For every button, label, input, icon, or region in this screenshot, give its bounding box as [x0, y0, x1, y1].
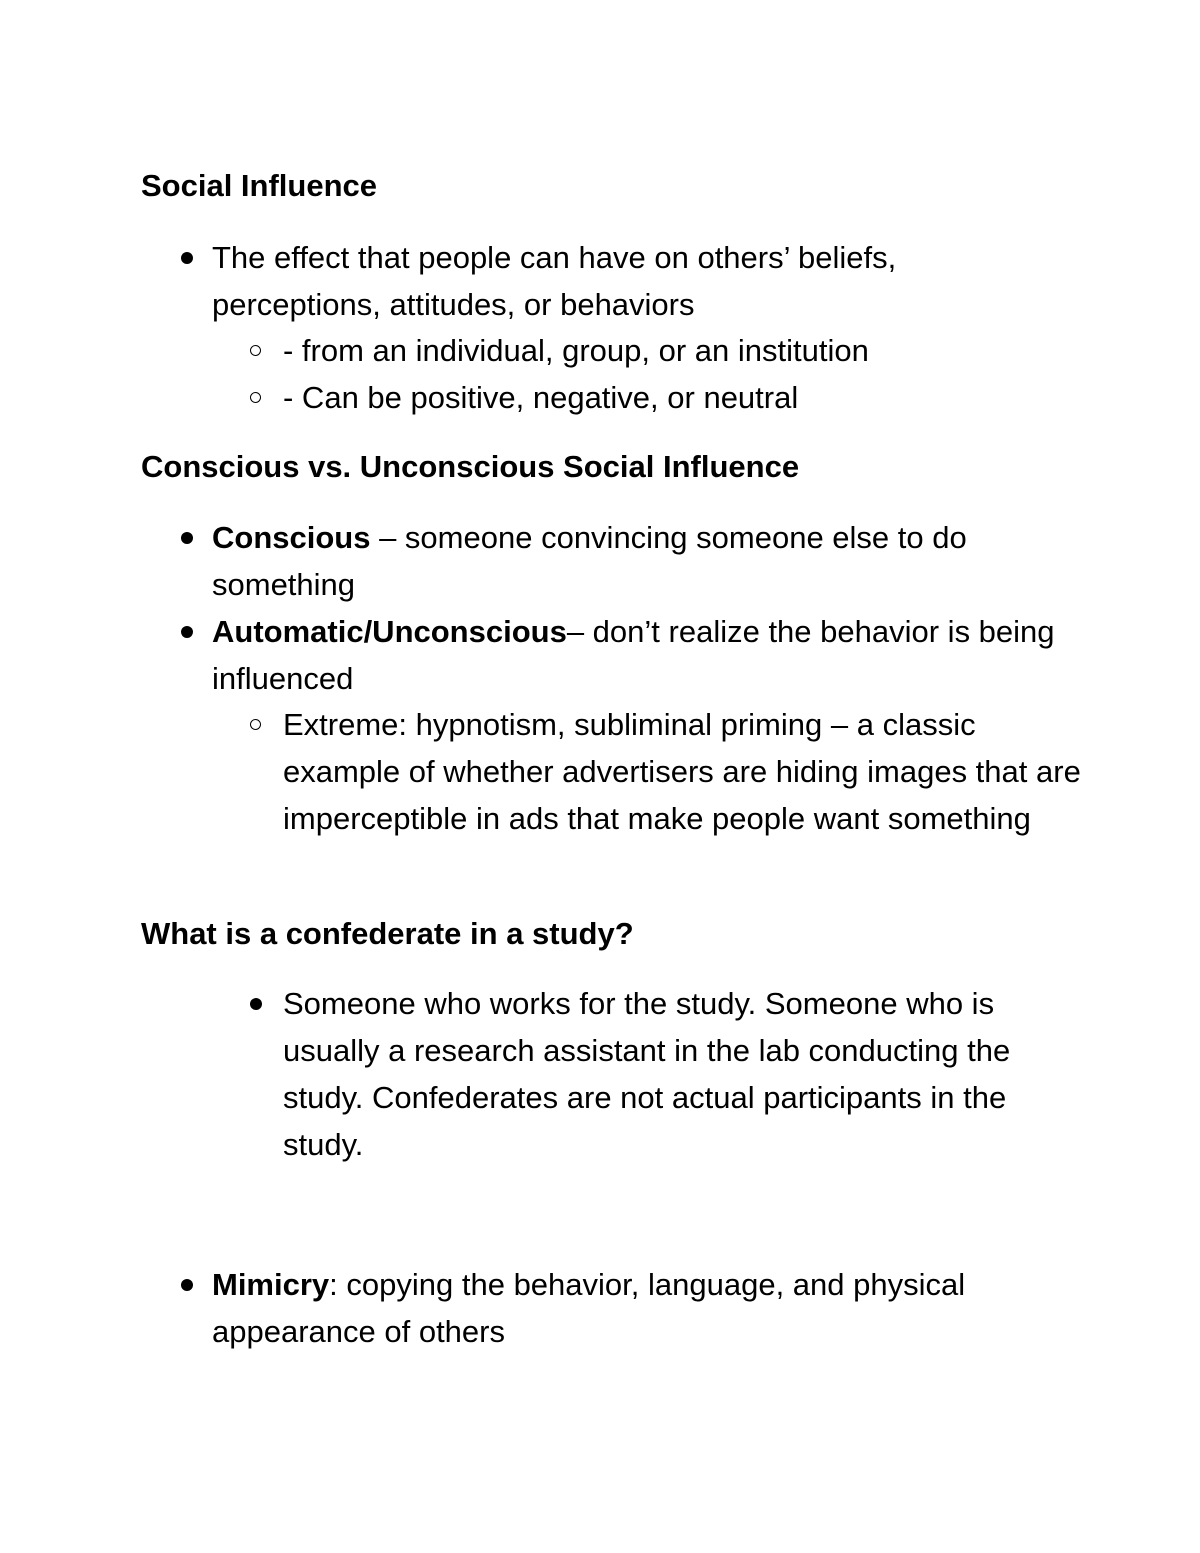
- heading-conscious-vs-unconscious: Conscious vs. Unconscious Social Influence: [141, 449, 800, 484]
- heading-social-influence: Social Influence: [141, 168, 378, 203]
- subbullet-source: [283, 327, 1083, 374]
- bullet-term: Automatic/Unconscious: [212, 614, 567, 649]
- bullet-mimicry: [212, 1261, 1072, 1355]
- bullet-circle-icon: [250, 719, 261, 730]
- subbullet-valence: [283, 374, 1083, 421]
- bullet-automatic-unconscious: [212, 608, 1072, 702]
- bullet-text: : copying the behavior, language, and physical appearance of others: [212, 1267, 966, 1349]
- subbullet-extreme-example: [283, 701, 1083, 842]
- bullet-text: – someone convincing someone else to do something: [212, 520, 967, 602]
- bullet-dot-icon: [181, 532, 193, 544]
- bullet-confederate-definition: [283, 980, 1083, 1168]
- bullet-text: Someone who works for the study. Someone who is usually a research assistant in the lab conducting the study. Confederates are not actual participants in the study.: [283, 986, 1011, 1162]
- bullet-dot-icon: [250, 998, 262, 1010]
- bullet-dot-icon: [181, 252, 193, 264]
- bullet-dot-icon: [181, 1279, 193, 1291]
- bullet-term: Mimicry: [212, 1267, 330, 1302]
- bullet-text: – don’t realize the behavior is being influenced: [212, 614, 1055, 696]
- bullet-text: The effect that people can have on others’ beliefs, perceptions, attitudes, or behaviors: [212, 240, 897, 322]
- bullet-conscious: [212, 514, 1072, 608]
- bullet-circle-icon: [250, 392, 261, 403]
- subbullet-text: Extreme: hypnotism, subliminal priming – a classic example of whether advertisers are hiding images that are imperceptible in ads that make people want something: [283, 707, 1081, 836]
- bullet-dot-icon: [181, 626, 193, 638]
- subbullet-text: - from an individual, group, or an institution: [283, 333, 869, 368]
- bullet-term: Conscious: [212, 520, 371, 555]
- subbullet-text: - Can be positive, negative, or neutral: [283, 380, 799, 415]
- heading-confederate: What is a confederate in a study?: [141, 916, 634, 951]
- bullet-social-influence-definition: [212, 234, 1072, 328]
- bullet-circle-icon: [250, 345, 261, 356]
